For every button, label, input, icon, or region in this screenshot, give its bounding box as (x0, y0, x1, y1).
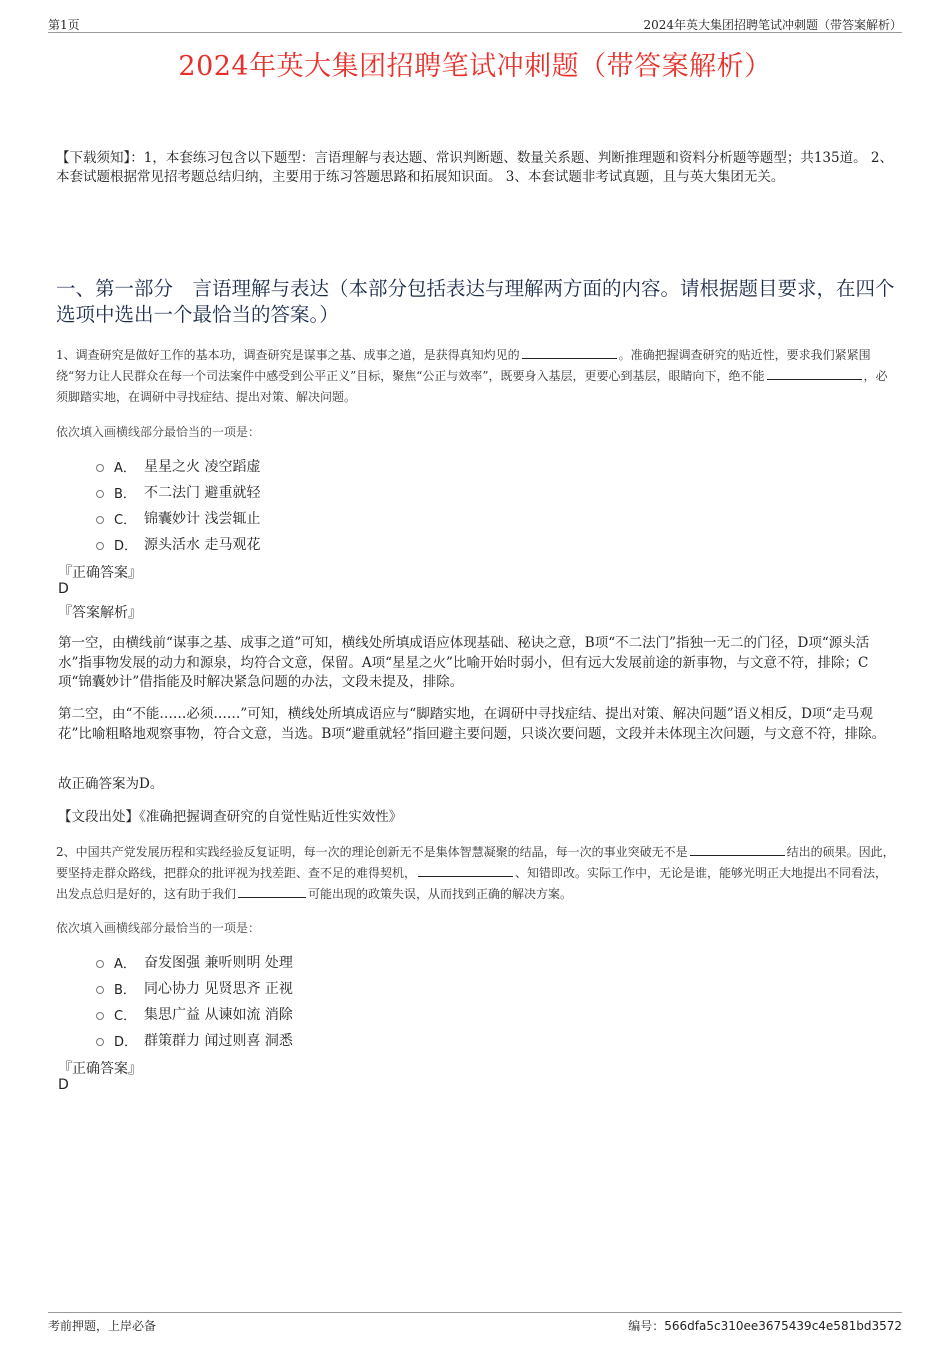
question-1-stem (56, 345, 898, 408)
answer-value: D (58, 581, 69, 597)
option-text: 同心协力 见贤思齐 正视 (144, 981, 293, 997)
question-1-prompt: 依次填入画横线部分最恰当的一项是： (56, 425, 261, 439)
blank (238, 885, 306, 898)
q2-text-a: 2、中国共产党发展历程和实践经验反复证明，每一次的理论创新无不是集体智慧凝聚的结晶，每一次的事业突破无不是 (56, 845, 688, 859)
option-text: 星星之火 凌空蹈虚 (144, 459, 261, 475)
q1-text-c: ，必须脚踏实地，在调研中寻找症结、提出对策、解决问题。 (56, 369, 888, 404)
option-a[interactable] (96, 453, 496, 479)
radio-icon[interactable] (96, 1038, 104, 1046)
q2-text-d: 可能出现的政策失误，从而找到正确的解决方案。 (308, 887, 573, 901)
option-letter: A． (114, 460, 136, 476)
section-title: 一、第一部分 言语理解与表达（本部分包括表达与理解两方面的内容。请根据题目要求，在四个选项中选出一个最恰当的答案。） (56, 277, 895, 326)
option-c[interactable] (96, 505, 496, 531)
header-doc-title: 2024年英大集团招聘笔试冲刺题（带答案解析） (643, 18, 902, 32)
blank (767, 367, 862, 380)
code-value: 566dfa5c310ee3675439c4e581bd3572 (664, 1319, 902, 1333)
option-text: 群策群力 闻过则喜 洞悉 (144, 1033, 293, 1049)
analysis-paragraph-1: 第一空，由横线前“谋事之基、成事之道”可知，横线处所填成语应体现基础、秘诀之意，B项“不二法门”指独一无二的门径，D项“源头活水”指事物发展的动力和源泉，均符合文意，保留。A项“星星之火”比喻开始时弱小，但有远大发展前途的新事物，与文意不符，排除；C项“锦囊妙计”借指能及时解决紧急问题的办法，文段未提及，排除。 (58, 635, 870, 690)
page-title: 2024年英大集团招聘笔试冲刺题（带答案解析） (178, 51, 772, 82)
footer-code (628, 1317, 902, 1334)
answer-label: 『正确答案』 (58, 565, 142, 581)
page-footer (48, 1312, 902, 1331)
option-a[interactable] (96, 949, 496, 975)
option-b[interactable] (96, 975, 496, 1001)
question-2-stem (56, 842, 898, 905)
blank (418, 864, 513, 877)
analysis-paragraph-2: 第二空，由“不能……必须……”可知，横线处所填成语应与“脚踏实地，在调研中寻找症结、提出对策、解决问题”语义相反，D项“走马观花”比喻粗略地观察事物，符合文意，当选。B项“避重就轻”指回避主要问题，只谈次要问题，文段并未体现主次问题，与文意不符，排除。 (58, 706, 886, 742)
option-b[interactable] (96, 479, 496, 505)
question-1-options (96, 453, 496, 557)
option-letter: C． (114, 1008, 137, 1024)
option-d[interactable] (96, 531, 496, 557)
option-letter: B． (114, 982, 136, 998)
q1-text-a: 1、调查研究是做好工作的基本功，调查研究是谋事之基、成事之道，是获得真知灼见的 (56, 348, 520, 362)
option-letter: C． (114, 512, 137, 528)
radio-icon[interactable] (96, 464, 104, 472)
radio-icon[interactable] (96, 986, 104, 994)
source: 【文段出处】《准确把握调查研究的自觉性贴近性实效性》 (58, 809, 403, 825)
option-letter: D． (114, 538, 138, 554)
download-notice: 【下载须知】：1，本套练习包含以下题型：言语理解与表达题、常识判断题、数量关系题、判断推理题和资料分析题等题型；共135道。 2、本套试题根据常见招考题总结归纳，主要用于练习答题思路和拓展知识面。 3、本套试题非考试真题，且与英大集团无关。 (56, 150, 893, 185)
q2-text-b: 结出的硕果。因此，要坚持走群众路线，把群众的批评视为找差距、查不足的难得契机， (56, 845, 895, 880)
blank (522, 346, 617, 359)
answer-value: D (58, 1077, 69, 1093)
q1-text-b: 。准确把握调查研究的贴近性，要求我们紧紧围绕“努力让人民群众在每一个司法案件中感受到公平正义”目标，聚焦“公正与效率”，既要身入基层，更要心到基层，眼睛向下，绝不能 (56, 348, 871, 383)
q2-text-c: 、知错即改。实际工作中，无论是谁，能够光明正大地提出不同看法，出发点总归是好的，这有助于我们 (56, 866, 888, 901)
footer-slogan: 考前押题，上岸必备 (48, 1319, 157, 1333)
answer-label: 『正确答案』 (58, 1061, 142, 1077)
page-header (48, 14, 902, 33)
option-text: 集思广益 从谏如流 消除 (144, 1007, 293, 1023)
radio-icon[interactable] (96, 490, 104, 498)
option-text: 不二法门 避重就轻 (144, 485, 261, 501)
radio-icon[interactable] (96, 1012, 104, 1020)
option-c[interactable] (96, 1001, 496, 1027)
code-label: 编号： (628, 1319, 665, 1333)
analysis-label: 『答案解析』 (58, 605, 142, 621)
question-2-options (96, 949, 496, 1053)
radio-icon[interactable] (96, 516, 104, 524)
option-letter: A． (114, 956, 136, 972)
option-letter: B． (114, 486, 136, 502)
page-number: 第1页 (48, 18, 80, 32)
radio-icon[interactable] (96, 542, 104, 550)
blank (690, 843, 785, 856)
option-text: 锦囊妙计 浅尝辄止 (144, 511, 261, 527)
option-text: 奋发图强 兼听则明 处理 (144, 955, 293, 971)
conclusion: 故正确答案为D。 (58, 776, 164, 792)
option-d[interactable] (96, 1027, 496, 1053)
option-text: 源头活水 走马观花 (144, 537, 261, 553)
option-letter: D． (114, 1034, 138, 1050)
radio-icon[interactable] (96, 960, 104, 968)
question-2-prompt: 依次填入画横线部分最恰当的一项是： (56, 921, 261, 935)
